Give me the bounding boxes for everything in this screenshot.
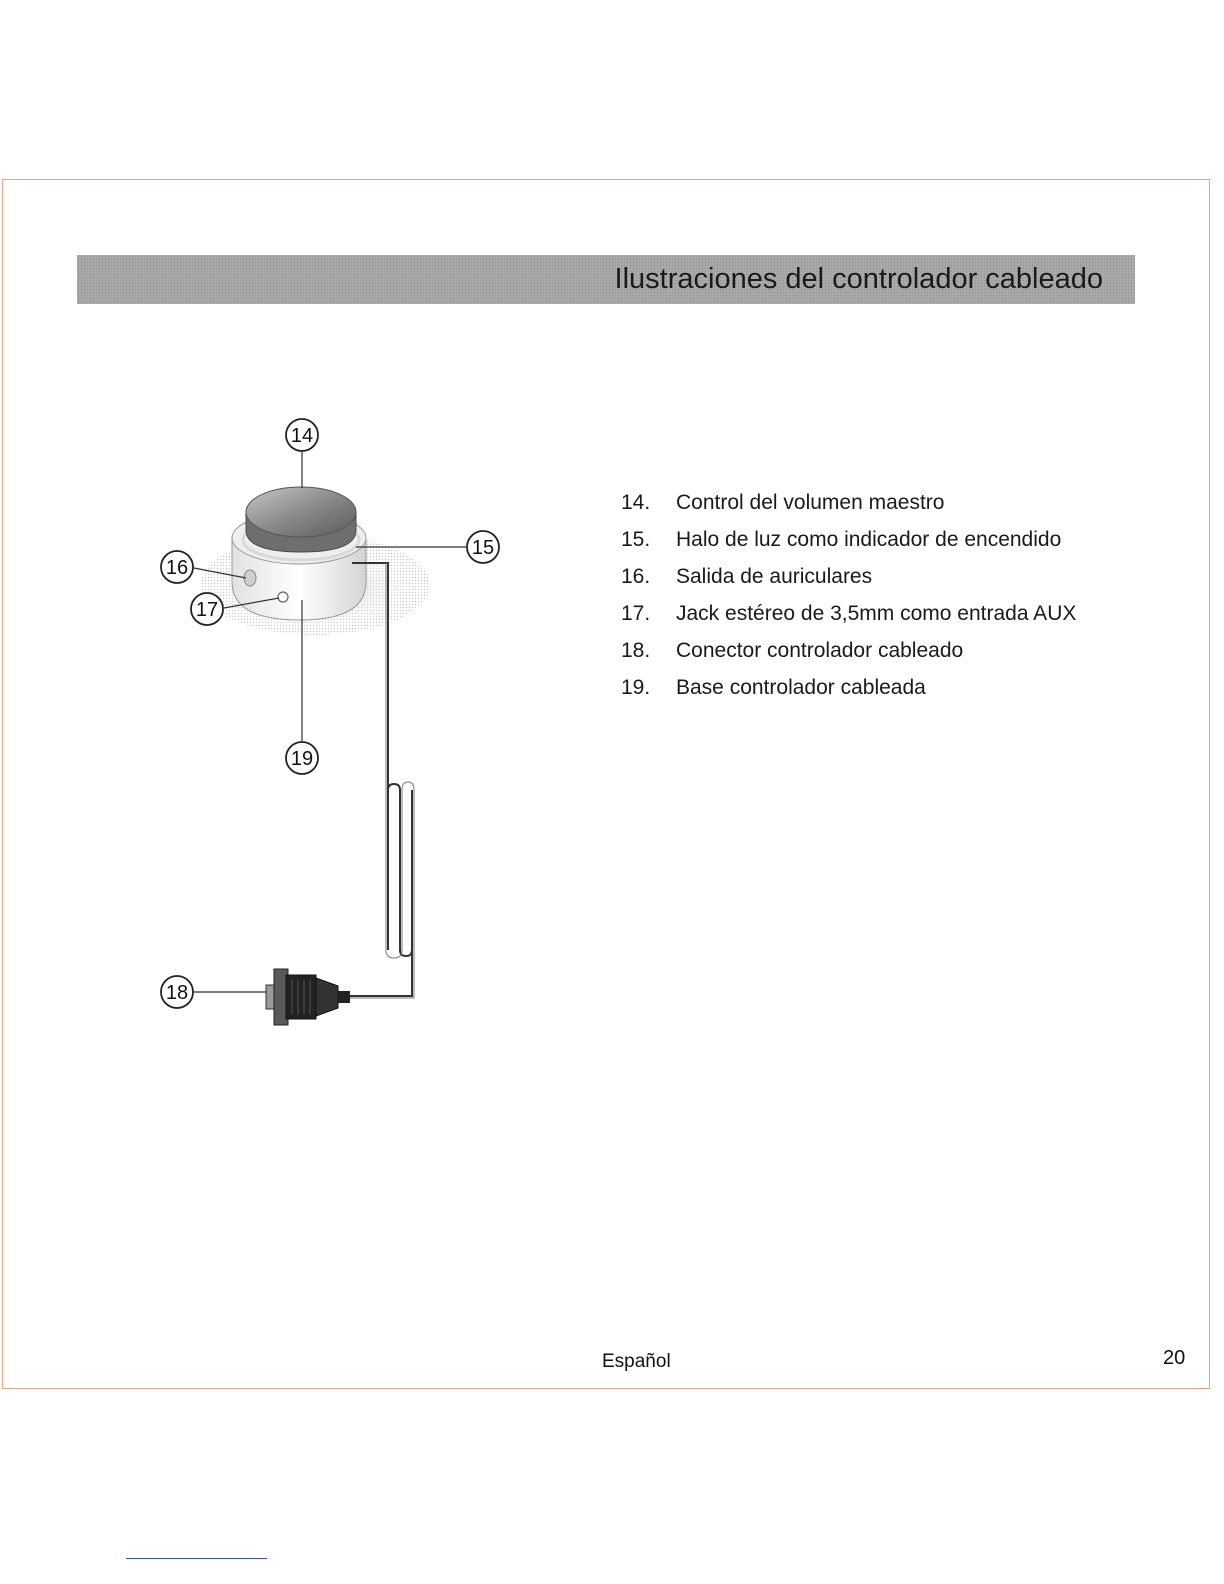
page-title: Ilustraciones del controlador cableado: [614, 263, 1103, 295]
legend-item: [621, 484, 1181, 521]
legend-item-text: Jack estéreo de 3,5mm como entrada AUX: [676, 601, 1077, 625]
page-number: 20: [1163, 1347, 1186, 1369]
legend-item-text: Base controlador cableada: [676, 675, 926, 699]
callout-16-label: 16: [165, 557, 189, 579]
legend-item-text: Conector controlador cableado: [676, 638, 964, 662]
callout-16: [161, 551, 193, 583]
legend-item-text: Salida de auriculares: [676, 564, 873, 588]
callout-18-label: 18: [165, 982, 189, 1004]
link-underline[interactable]: [126, 1558, 267, 1559]
legend-item: [621, 558, 1181, 595]
legend-item: [621, 669, 1181, 706]
legend-item-text: Control del volumen maestro: [676, 490, 945, 514]
callout-15-label: 15: [471, 537, 495, 559]
callout-18: [161, 976, 193, 1008]
callout-17: [191, 593, 223, 625]
callout-14: [286, 419, 318, 451]
legend-item: [621, 521, 1181, 558]
legend-item: [621, 632, 1181, 669]
aux-jack-icon: [278, 592, 288, 602]
legend-item-text: Halo de luz como indicador de encendido: [676, 527, 1062, 551]
legend-item-number: 19.: [621, 675, 651, 699]
callout-15: [467, 531, 499, 563]
legend-item-number: 15.: [621, 527, 651, 551]
legend-item-number: 17.: [621, 601, 651, 625]
dsub-connector: [266, 969, 350, 1025]
legend-list: [621, 484, 1181, 706]
legend-item-number: 16.: [621, 564, 651, 588]
volume-knob: [246, 487, 356, 552]
callout-17-label: 17: [195, 599, 219, 621]
legend-item: [621, 595, 1181, 632]
legend-item-number: 18.: [621, 638, 651, 662]
callout-19-label: 19: [290, 748, 314, 770]
legend-item-number: 14.: [621, 490, 651, 514]
callout-19: [286, 742, 318, 774]
footer-language: Español: [602, 1351, 671, 1372]
callout-14-label: 14: [290, 425, 314, 447]
